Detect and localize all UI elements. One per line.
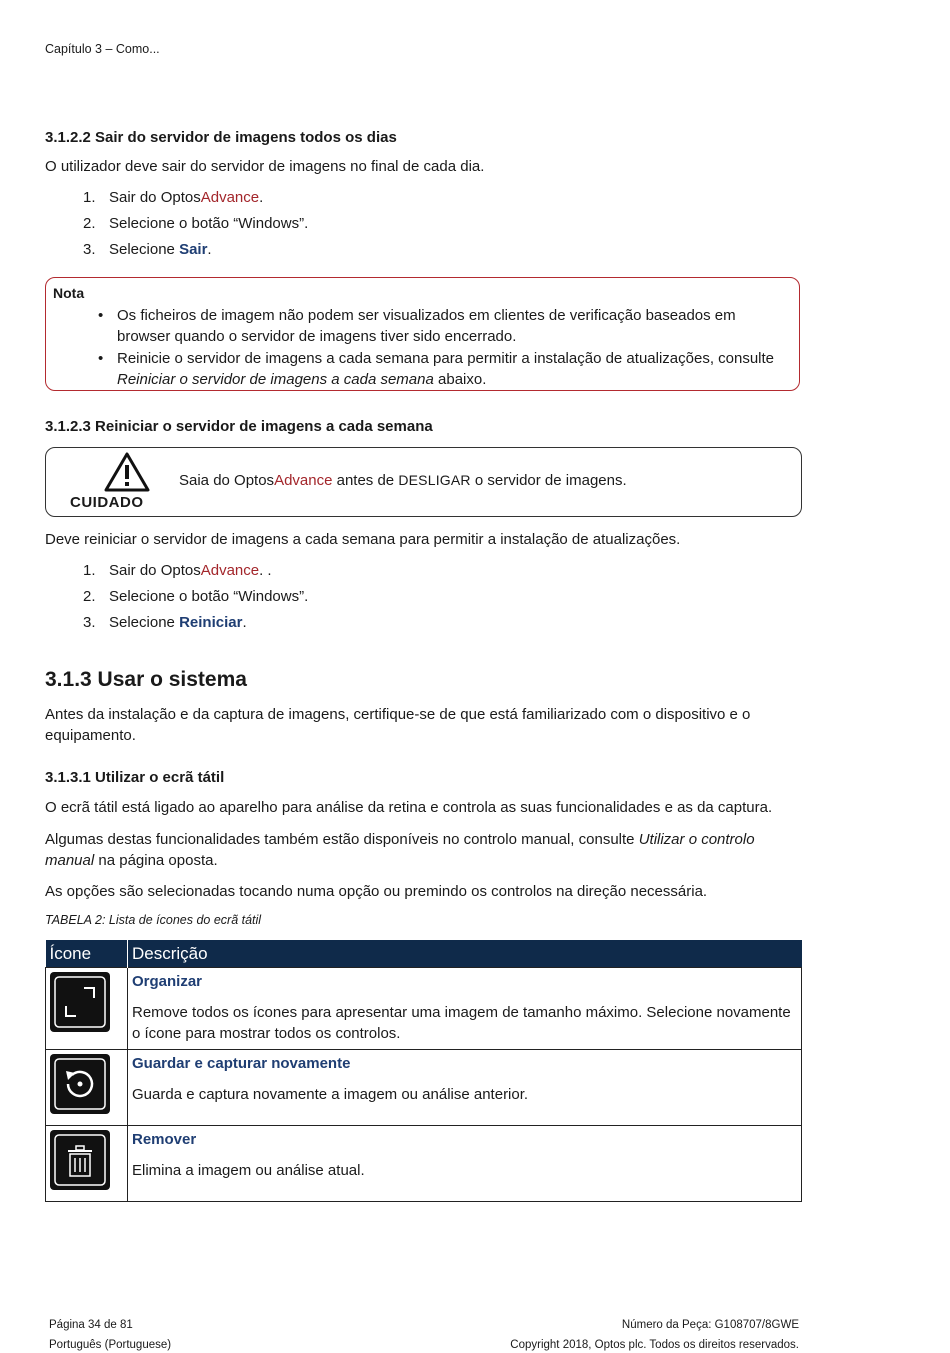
table-row <box>46 1050 802 1126</box>
step-item: 2. Selecione o botão “Windows”. <box>83 215 309 232</box>
icon-cell <box>46 1126 128 1202</box>
table-row <box>46 1126 802 1202</box>
description-cell <box>128 968 802 1050</box>
footer-page-number: Página 34 de 81 <box>49 1319 133 1331</box>
section-intro-3123: Deve reiniciar o servidor de imagens a cada semana para permitir a instalação de atualizações. <box>45 531 681 548</box>
row-title: Organizar <box>132 973 203 990</box>
cross-reference-link[interactable]: Reiniciar o servidor de imagens a cada semana <box>117 371 434 388</box>
paragraph-options: As opções são selecionadas tocando numa opção ou premindo os controlos na direção necessária. <box>45 883 708 900</box>
section-intro-3122: O utilizador deve sair do servidor de imagens no final de cada dia. <box>45 158 485 175</box>
cross-reference-link[interactable]: Utilizar o controlo manual <box>45 831 755 869</box>
column-header-icon: Ícone <box>46 940 128 968</box>
section-heading-313: 3.1.3 Usar o sistema <box>45 668 247 691</box>
running-header: Capítulo 3 – Como... <box>45 42 160 56</box>
row-description: Remove todos os ícones para apresentar uma imagem de tamanho máximo. Selecione novamente o ícone para mostrar todos os controlos. <box>132 1004 791 1042</box>
paragraph-touchscreen: O ecrã tátil está ligado ao aparelho para análise da retina e controla as suas funcionalidades e as da captura. <box>45 799 773 816</box>
table-row <box>46 968 802 1050</box>
caution-label: CUIDADO <box>70 494 144 511</box>
note-box <box>45 277 800 391</box>
steps-list-3123 <box>45 558 308 636</box>
step-item: 3. Selecione Reiniciar. <box>83 614 247 631</box>
caution-box <box>45 447 802 517</box>
section-heading-3131: 3.1.3.1 Utilizar o ecrã tátil <box>45 769 225 786</box>
row-title: Guardar e capturar novamente <box>132 1055 351 1072</box>
caution-text: Saia do OptosAdvance antes de DESLIGAR o servidor de imagens. <box>179 472 627 489</box>
fullscreen-icon <box>50 972 110 1032</box>
recapture-icon <box>50 1054 110 1114</box>
warning-triangle-icon <box>104 452 150 492</box>
row-description: Elimina a imagem ou análise atual. <box>132 1162 365 1179</box>
column-header-description: Descrição <box>128 940 802 968</box>
section-heading-3122: 3.1.2.2 Sair do servidor de imagens todos os dias <box>45 129 397 146</box>
note-item: • Os ficheiros de imagem não podem ser visualizados em clientes de verificação baseados em browser quando o servidor de imagens tiver sido encerrado. <box>98 307 736 345</box>
steps-list-3122 <box>45 185 308 263</box>
note-item: • Reinicie o servidor de imagens a cada semana para permitir a instalação de atualizações, consulte Reiniciar o servidor de imagens a cada semana abaixo. <box>98 350 775 388</box>
step-item: 2. Selecione o botão “Windows”. <box>83 588 309 605</box>
icon-cell <box>46 968 128 1050</box>
table-header-row <box>46 940 802 968</box>
note-title: Nota <box>53 285 85 301</box>
icon-cell <box>46 1050 128 1126</box>
paragraph-manual-control: Algumas destas funcionalidades também estão disponíveis no controlo manual, consulte Utilizar o controlo manual na página oposta. <box>45 831 755 869</box>
table-caption: TABELA 2: Lista de ícones do ecrã tátil <box>45 913 262 927</box>
footer-language: Português (Portuguese) <box>49 1339 172 1351</box>
footer-copyright: Copyright 2018, Optos plc. Todos os direitos reservados. <box>510 1339 799 1351</box>
note-list <box>46 305 786 391</box>
footer-part-number: Número da Peça: G108707/8GWE <box>621 1319 799 1331</box>
row-title: Remover <box>132 1131 197 1148</box>
section-intro-313: Antes da instalação e da captura de imagens, certifique-se de que está familiarizado com o dispositivo e o equipamento. <box>45 706 751 744</box>
step-item: 3. Selecione Sair. <box>83 241 212 258</box>
step-item: 1. Sair do OptosAdvance. . <box>83 562 272 579</box>
step-item: 1. Sair do OptosAdvance. <box>83 189 264 206</box>
icon-table <box>45 940 802 1202</box>
description-cell <box>128 1050 802 1126</box>
description-cell <box>128 1126 802 1202</box>
trash-icon <box>50 1130 110 1190</box>
section-heading-3123: 3.1.2.3 Reiniciar o servidor de imagens a cada semana <box>45 418 433 435</box>
row-description: Guarda e captura novamente a imagem ou análise anterior. <box>132 1086 529 1103</box>
